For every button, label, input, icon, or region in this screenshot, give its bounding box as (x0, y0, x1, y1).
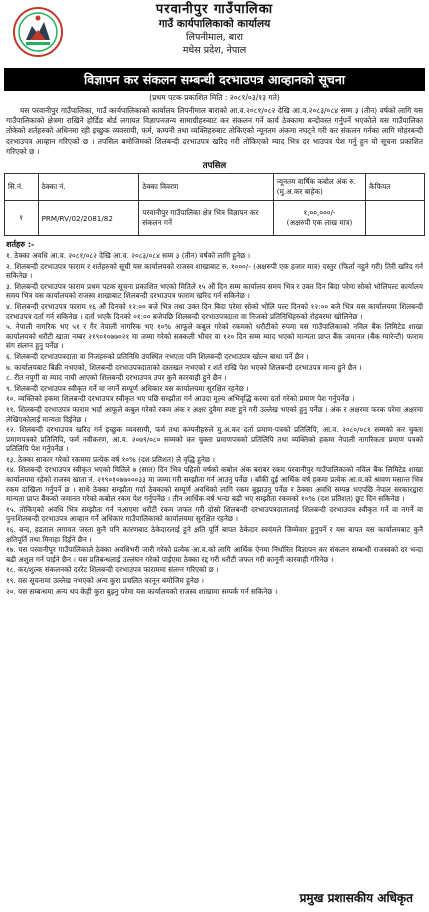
letterhead (4, 2, 425, 66)
conditions-title: शर्तहरु :- (6, 240, 35, 250)
condition-item: ११. शिलबन्दी दरभाउपत्र फाराम भर्दा आफूले कबुल गरेको रकम अंक र अक्षर दुवैमा स्पष्ट हुने गरी उल्लेख भएको हुनु पर्नेछ । अंक र अक्षरमा फरक परेमा अक्षरमा लेखिएकोलाई मान्यता दिईनेछ । (6, 404, 423, 424)
condition-item: ६. शिलबन्दी दरभाउपत्रदाता वा निजहरुको प्रतिनिधि उपस्थित नभएता पनि शिलबन्दी दरभाउपत्र खोल्न बाधा पर्ने छैन । (6, 351, 309, 361)
condition-item: ४. शिलबन्दी दरभाउपत्र फाराम १६ औं दिनको १२:०० बजे भित्र तथा उक्त दिन बिदा परेमा सोको भोलि पल्ट दिनको १२:०० बजे भित्र यस कार्यालयमा शिलबन्दी दरभाउपत्र दर्ता गर्न सकिनेछ । दर्ता भएकै दिनको ०१:०० बजेपछि शिलबन्दी दरभाउपत्रदाता वा निजको प्रतिनिधिहरुको रोहवरमा खोलिनेछ । (6, 301, 423, 321)
col-description: ठेक्का विवरण (139, 174, 273, 201)
condition-item: २०. यस सम्बन्धमा अन्य थप केही कुरा बुझ्नु परेमा यस कार्यालयको राजस्व शाखामा सम्पर्क गर्न सकिनेछ । (6, 586, 278, 596)
table-header-row (5, 174, 425, 201)
amount-words: (अक्षरुपी एक लाख मात्र) (286, 218, 353, 228)
schedule-title: तपसिल (202, 161, 227, 172)
condition-item: १. ठेक्का अवधि आ.व. २०८१/०८२ देखि आ.व. २०८३/०८४ सम्म ३ (तीन) वर्षको लागि हुनेछ । (6, 251, 251, 261)
condition-item: १८. कर/शुल्क संकलनको दररेट शिलबन्दी दरभाउपत्र फाराममा संलग्न गरिएको छ । (6, 565, 219, 575)
condition-item: १०. व्यक्तिको हकमा शिलबन्दी दरभाउपत्र स्वीकृत भए पछि सम्झौता गर्न आउदा मूल्य अभिवृद्धि करमा दर्ता गरेको प्रमाण पेश गर्नुपर्नेछ । (6, 394, 355, 404)
office-address: लिपनीमाल, बारा (186, 32, 243, 43)
col-amount: न्यूनतम वार्षिक कबोल अंक रु. (मु.अ.कर बाहेक) (273, 174, 365, 201)
amount-figure: १,००,०००/- (303, 208, 336, 218)
condition-item: १९. यस सूचनामा उल्लेख नभएको अन्य कुरा प्रचलित कानून बमोजिम हुनेछ । (6, 576, 204, 586)
col-remarks: कैफियत (366, 174, 425, 201)
condition-item: १३. ठेक्का साकार गरेको रकममा प्रत्येक वर्ष १०% (दश प्रतिशत) ले वृद्धि हुनेछ । (6, 454, 215, 464)
signatory-title: प्रमुख प्रशासकीय अधिकृत (299, 891, 413, 905)
conditions-list (6, 251, 423, 596)
cell-remarks (366, 201, 425, 236)
cell-sn: १ (5, 201, 39, 236)
col-sn: सि.नं. (5, 174, 39, 201)
intro-paragraph: यस परवानीपुर गाउँपालिका, गाउँ कार्यपालिकाको कार्यालय लिपनीमाल बाराको आ.व.२०८१/०८२ देखि आ.व.२०८३/०८४ सम्म ३ (तीन) वर्षको लागि यस गाउँपालिकाको क्षेत्रमा राखिने होर्डिङ बोर्ड लगायत विज्ञापनजन्य सामाग्रीहरुबाट कर संकलन गर्ने कार्य ठेक्कामा बन्दोवस्त गर्नुपर्ने भएकोले यस गाउँपालिका तोकेको शर्तहरुको अधिनमा रही इच्छुक व्यवसायी, फर्म, कम्पनी तथा व्यक्तिहरुबाट तोकिएको न्यूनतम अंकमा नघट्ने गरी कर संकलन गर्नका लागि मोहरबन्दी दरभाउपत्र आव्हान गरिएको छ । तपसिल बमोजिमको शिलबन्दी दरभाउपत्र खरिद गरी तोकिएको म्याद भित्र दर भाउपत्र पेश गर्नु हुन यो सूचना प्रकाशित गरिएको छ । (6, 106, 423, 156)
condition-item: ३. शिलबन्दी दरभाउपत्र फाराम प्रथम पटक सूचना प्रकाशित भएको मितिले १५ औं दिन सम्म कार्यालय समय भित्र र उक्त दिन बिदा परेमा सोको भोलिपल्ट कार्यालय समय भित्र यस कार्यालयको राजस्व शाखाबाट शिलबन्दी दरभाउपत्र फाराम खरिद गर्न सकिनेछ । (6, 281, 423, 301)
cell-contract-no: PRM/RV/02/2081/82 (38, 201, 139, 236)
condition-item: ७. कार्यालयबाट बिक्री नभएको, शिलबन्दी दरभाउपत्रदाताको दस्तखत नभएको र शर्त राखि पेश भएको शिलबन्दी दरभाउपत्र मान्य हुने छैन । (6, 362, 362, 372)
schedule-table (4, 173, 425, 236)
condition-item: १६. बन्द, हडताल लगायत जस्ता कुनै पनि कारणबाट ठेकेदारलाई हुने क्षति पूर्ति बापत ठेकेदार स्वयंमले जिम्मेवार हुनुपर्ने र यस बापत यस कार्यालयबाट कुनै क्षतिपूर्ति तथा मिनाहा दिईने छैन । (6, 525, 423, 544)
condition-item: १५. तोकिएको अवधि भित्र सम्झौता गर्न नआएमा धरौटी रकम जफत गरी दोस्रो शिलबन्दी दरभाउपत्रदातालाई शिलबन्दी दरभाउपत्र स्वीकृत गर्ने वा नगर्ने वा पुनःशिलबन्दी दरभाउपत्र आव्हान गर्ने अधिकार गाउँपालिकाको कार्यालयमा सुरक्षित रहनेछ । (6, 504, 423, 524)
condition-item: ८. रीत नपुगी वा म्याद नाघी आएको शिलबन्दी दरभाउपत्र उपर कुनै कारवाही हुने छैन । (6, 373, 227, 383)
cell-amount (273, 201, 365, 236)
province-country: मधेस प्रदेश, नेपाल (182, 45, 247, 56)
notice-page (0, 2, 429, 912)
publish-date: (प्रथम पटक प्रकाशित मिति : २०८१/०३/१३ गते) (149, 93, 280, 102)
table-row (5, 201, 425, 236)
condition-item: ९. शिलबन्दी दरभाउपत्र स्वीकृत गर्ने वा नगर्ने सम्पूर्ण अधिकार यस कार्यालयमा सुरक्षित रहनेछ । (6, 383, 249, 393)
condition-item: १२. शिलबन्दी दरभाउपत्र खरिद गर्न इच्छुक व्यवसायी, फर्म तथा कम्पनीहरुले मु.अ.कर दर्ता प्रमाण-पत्रको प्रतिलिपि, आ.व. २०८०/०८१ सम्मको कर चुक्ता प्रमाणपत्रको प्रतिलिपि, फर्म नवीकरण, आ.व. २०७९/०८० सम्मको कर चुक्ता प्रमाणपत्रको प्रतिलिपि तथा व्यक्तिको हकमा नेपाली नागरिकता प्रमाण पत्रको प्रतिलिपि पेश गर्नुपर्नेछ । (6, 425, 423, 454)
col-contract-no: ठेक्का नं. (38, 174, 139, 201)
municipality-name: परवानीपुर गाउँपालिका (155, 2, 274, 17)
office-name: गाउँ कार्यपालिकाको कार्यालय (158, 18, 271, 30)
condition-item: २. शिलबन्दी दरभाउपत्र फाराम र शर्तहरुको सूची यस कार्यालयको राजस्व शाखाबाट रु. १०००/- (अक्षरुपी एक हजार मात्र) दस्तुर (फिर्ता नहुने गरी) तिरी खरिद गर्न सकिनेछ । (6, 261, 423, 281)
government-emblem-icon (12, 6, 64, 58)
condition-item: १७. यस परवानीपुर गाउँपालिकाले ठेक्का अवधिभरी जारी गरेको प्रत्येक आ.व.को लागि आर्थिक ऐनमा निर्धारित विज्ञापन कर संकलन सम्बन्धी राजस्वको दर भन्दा बढी अशुल गर्न पाईने छैन । यस प्रतिबन्धलाई उल्लंघन गरेको पाईएमा ठेक्का रद्द गरी धरौटी जफत गरी कानूनी कारवाही गरिनेछ । (6, 545, 423, 564)
condition-item: ५. नेपाली नागरिक भए ५१ र गैर नेपाली नागरिक भए १०% आफूले कबुल गरेको रकमको धरौटीको रुपमा यस गाउँपालिकाको नविल बैंक लिमिटेड शाखा कार्यालयको धरौटी खाता नम्बर २१९०१०७७०२१ मा जम्मा गरेको सक्कली भौचर वा १२० दिन सम्म म्याद भएको मान्यता प्राप्त बैंक जमानत (बैंक ग्यारेन्टी) फाराम संग संलग्न हुनु पर्नेछ । (6, 322, 423, 351)
notice-title-banner: विज्ञापन कर संकलन सम्बन्धी दरभाउपत्र आव्हानको सूचना (4, 68, 425, 91)
cell-description: परवानीपुर गाउँपालिका क्षेत्र भित्र विज्ञापन कर संकलन गर्ने (139, 201, 273, 236)
condition-item: १४. शिलबन्दी दरभाउपत्र स्वीकृत भएको मितिले ७ (सात) दिन भित्र पहिलो वर्षको कबोल अंक बराबर रकम परवानीपुर गाउँपालिकाको नविल बैंक लिमिटेड शाखा कार्यालयमा रहेको राजस्व खाता नं. २१९०१०७७०००३३ मा जम्मा गरी सम्झौता गर्न आउनु पर्नेछ । बाँकी दुई आर्थिक वर्ष हकमा प्रत्येक आ.व.को श्रावण मसान्त भित्र रकम दाखिला गर्नुपर्ने छ । साथै ठेक्का सम्झौता गर्दा ठेक्काको सम्पूर्ण अवधिको लागि रकम बुझाउनु पर्नेछ र ठेक्का अवधि सम्पन्न भएपछि नेपाल सरकारद्वारा मान्यता प्राप्त बैंकको जमानत गरेको कबोल रकम पेश गर्नुपर्नेछ । तीन आर्थिक वर्ष भन्दा बढी भए सम्झौता रकमको १०% (दश प्रतिशत) छुट दिन सकिनेछ । (6, 465, 423, 504)
